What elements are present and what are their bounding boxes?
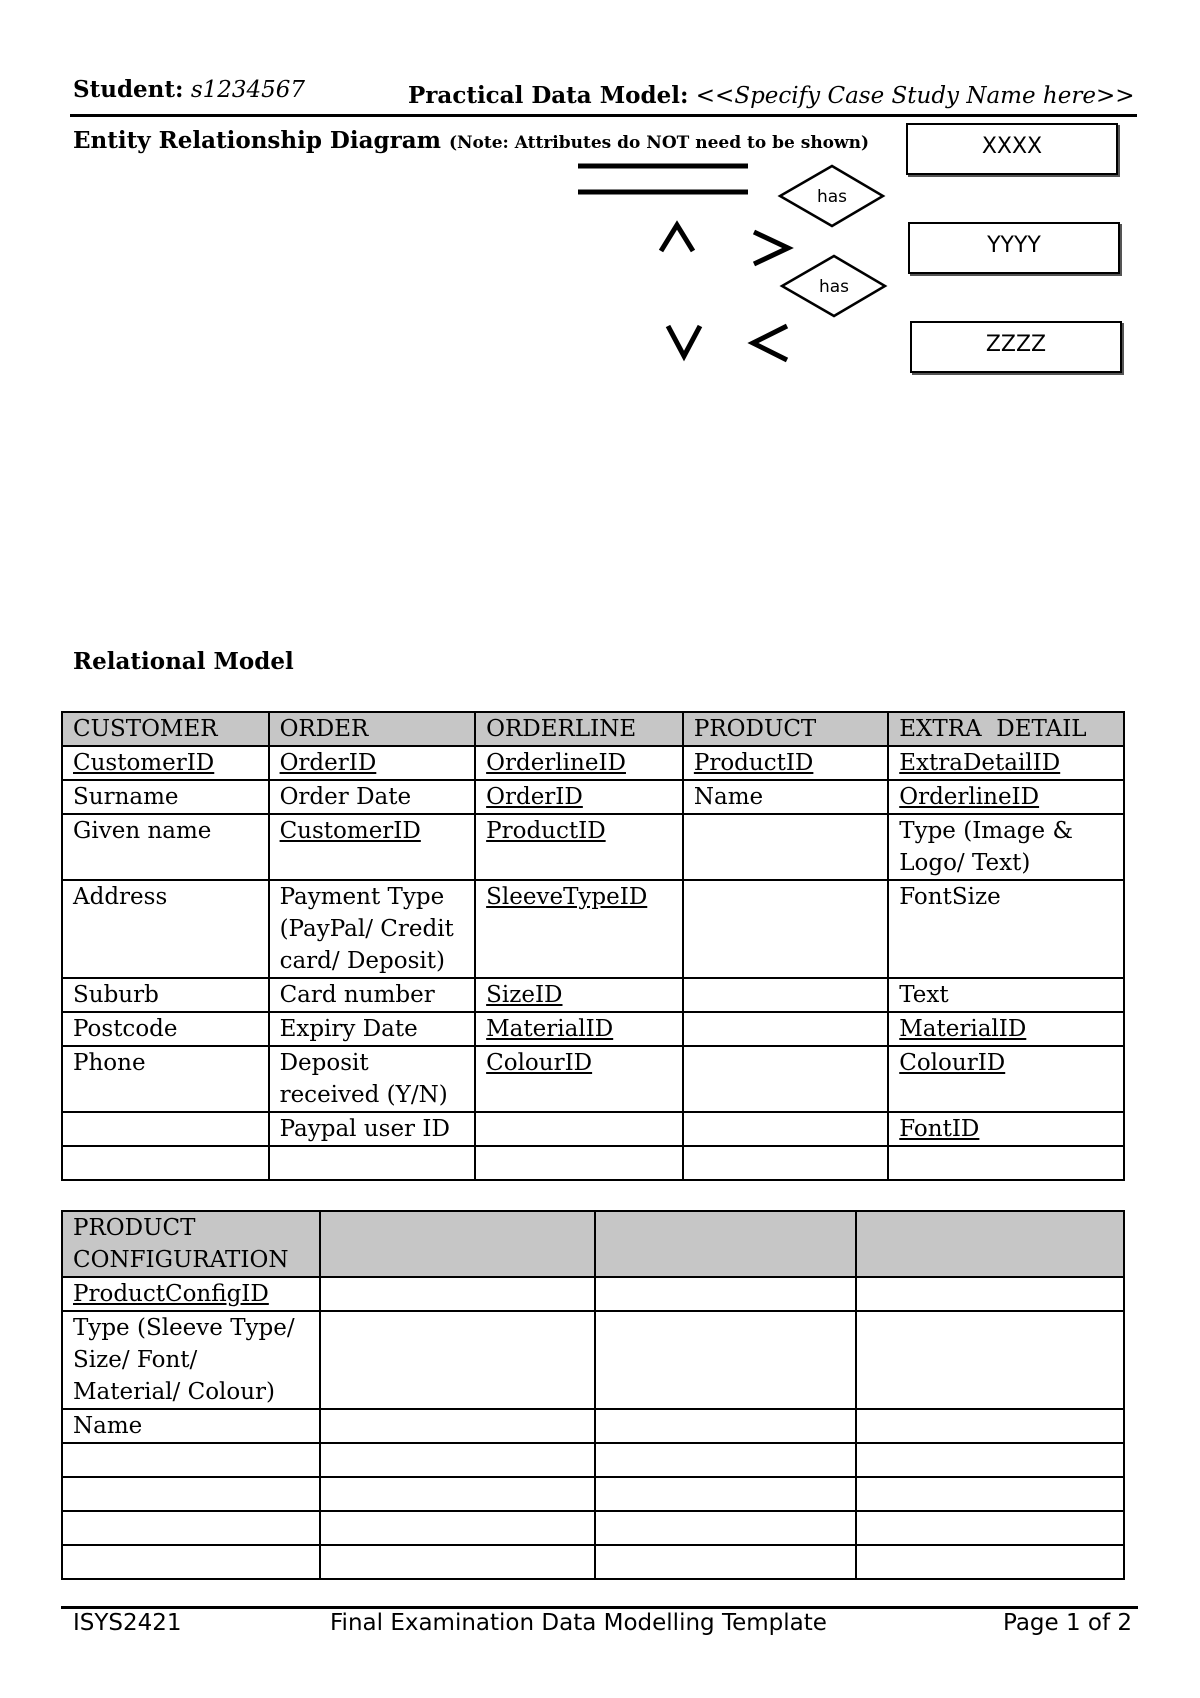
table-cell: Text [888,978,1124,1012]
student-id: s1234567 [190,77,306,103]
table-cell [888,1146,1124,1180]
table-cell [856,1545,1124,1579]
table-row [62,1046,1124,1112]
table-cell [475,1112,683,1146]
header-empty [595,1211,855,1277]
erd-title-text: Entity Relationship Diagram [73,127,441,154]
table-row [62,1012,1124,1046]
table-row [62,880,1124,978]
table-row [62,1477,1124,1511]
table-row [62,1112,1124,1146]
footer-title: Final Examination Data Modelling Template [330,1610,827,1636]
table-cell [856,1443,1124,1477]
table-cell: Surname [62,780,269,814]
header-product: PRODUCT [683,712,888,746]
table-row [62,1511,1124,1545]
table-row [62,1311,1124,1409]
table-cell [683,1012,888,1046]
relational-table-main [61,711,1125,1181]
table-cell: OrderID [269,746,476,780]
table-cell [595,1511,855,1545]
entity-box-yyyy: YYYY [908,222,1120,274]
table-cell: ProductConfigID [62,1277,320,1311]
table-cell: OrderID [475,780,683,814]
erd-note: (Note: Attributes do NOT need to be shown) [448,133,870,153]
table-cell: CustomerID [62,746,269,780]
table-cell [62,1511,320,1545]
table-row [62,978,1124,1012]
table-cell: Type (Sleeve Type/ Size/ Font/ Material/ Colour) [62,1311,320,1409]
table-cell [595,1545,855,1579]
table-cell [320,1545,595,1579]
table-cell: MaterialID [475,1012,683,1046]
table-cell [683,880,888,978]
table-cell: Name [62,1409,320,1443]
less-than-symbol [753,326,787,360]
table-cell: Paypal user ID [269,1112,476,1146]
table-cell: Deposit received (Y/N) [269,1046,476,1112]
table-cell: Order Date [269,780,476,814]
table-cell: MaterialID [888,1012,1124,1046]
table-cell [320,1511,595,1545]
has-diamond-1 [780,166,883,226]
footer-rule [61,1606,1138,1609]
table-cell [683,814,888,880]
entity-box-xxxx: XXXX [906,123,1118,175]
table-cell [683,1112,888,1146]
relational-table-product-configuration [61,1210,1125,1580]
footer-page: Page 1 of 2 [1003,1610,1133,1636]
table-cell: Postcode [62,1012,269,1046]
table-cell: Address [62,880,269,978]
table-cell: Phone [62,1046,269,1112]
table-cell: Expiry Date [269,1012,476,1046]
table-cell [856,1311,1124,1409]
table-cell: OrderlineID [475,746,683,780]
table-cell [595,1277,855,1311]
header-order: ORDER [269,712,476,746]
table-cell [595,1311,855,1409]
table-cell [320,1277,595,1311]
has-diamond-2 [782,256,885,316]
table-cell: Given name [62,814,269,880]
table-cell: FontID [888,1112,1124,1146]
header-empty [320,1211,595,1277]
table-cell [269,1146,476,1180]
table-cell: Card number [269,978,476,1012]
table-row [62,746,1124,780]
relational-model-title: Relational Model [73,648,294,675]
table-cell [856,1477,1124,1511]
caret-up-symbol [661,225,693,251]
erd-legend-symbols [570,150,900,380]
table-cell [856,1277,1124,1311]
header-rule [70,114,1137,117]
table-cell: Suburb [62,978,269,1012]
double-line-symbol [578,166,748,192]
table-cell [62,1146,269,1180]
table-cell [320,1311,595,1409]
table-cell: OrderlineID [888,780,1124,814]
table-cell: ProductID [683,746,888,780]
caret-down-symbol [668,326,700,356]
model-label: Practical Data Model: [408,82,689,109]
header-orderline: ORDERLINE [475,712,683,746]
table-cell: Name [683,780,888,814]
table-row [62,1409,1124,1443]
table-row [62,1443,1124,1477]
table-cell: ColourID [475,1046,683,1112]
table-row [62,814,1124,880]
table-cell: CustomerID [269,814,476,880]
table-header-row [62,1211,1124,1277]
table-cell [62,1443,320,1477]
entity-box-zzzz: ZZZZ [910,321,1122,373]
table-cell: SleeveTypeID [475,880,683,978]
table-cell [856,1409,1124,1443]
table-cell [683,1046,888,1112]
table-cell: Type (Image & Logo/ Text) [888,814,1124,880]
has-label-2: has [818,277,850,297]
table-header-row [62,712,1124,746]
table-cell [595,1409,855,1443]
table-cell: ProductID [475,814,683,880]
header-extra-detail: EXTRA DETAIL [888,712,1124,746]
table-row [62,1277,1124,1311]
table-row [62,1146,1124,1180]
table-cell [683,1146,888,1180]
greater-than-symbol [754,232,788,264]
table-cell [475,1146,683,1180]
model-line [408,82,1135,109]
table-cell [856,1511,1124,1545]
table-cell: SizeID [475,978,683,1012]
table-row [62,780,1124,814]
table-cell [595,1477,855,1511]
footer-course: ISYS2421 [73,1610,182,1636]
student-line [73,76,305,103]
table-row [62,1545,1124,1579]
table-cell [62,1477,320,1511]
table-cell [320,1477,595,1511]
student-label: Student: [73,76,184,103]
table-cell [62,1112,269,1146]
table-cell [595,1443,855,1477]
table-cell: ExtraDetailID [888,746,1124,780]
table-cell: Payment Type (PayPal/ Credit card/ Deposit) [269,880,476,978]
header-customer: CUSTOMER [62,712,269,746]
table-cell [683,978,888,1012]
table-cell [62,1545,320,1579]
model-value: <<Specify Case Study Name here>> [695,83,1135,109]
has-label-1: has [816,187,848,207]
header-product-configuration: PRODUCT CONFIGURATION [62,1211,320,1277]
table-cell [320,1443,595,1477]
header-empty [856,1211,1124,1277]
table-cell [320,1409,595,1443]
table-cell: FontSize [888,880,1124,978]
table-cell: ColourID [888,1046,1124,1112]
